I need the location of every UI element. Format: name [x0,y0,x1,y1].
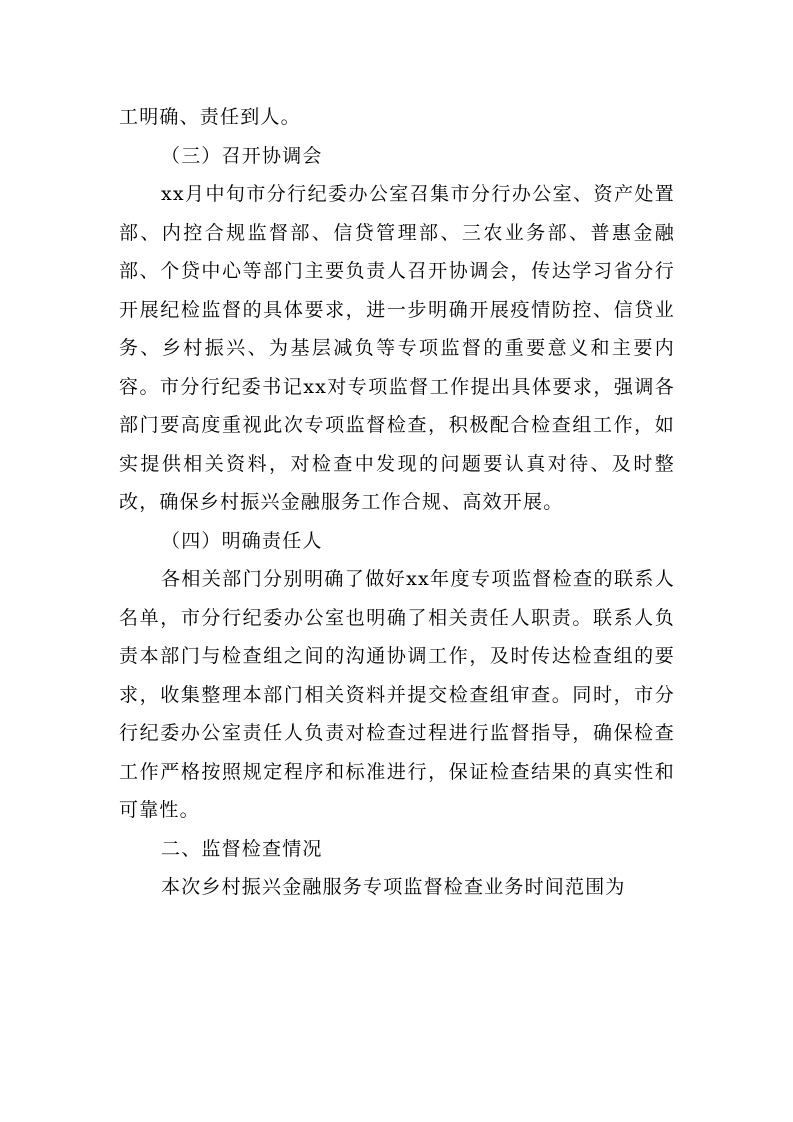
section-heading-coordination-meeting: （三）召开协调会 [161,144,323,167]
section-heading-inspection-status: 二、监督检查情况 [161,837,323,860]
document-body [119,98,675,907]
paragraph-continuation: 工明确、责任到人。 [119,106,301,128]
paragraph-coordination-meeting: xx月中旬市分行纪委办公室召集市分行办公室、资产处置部、内控合规监督部、信贷管理部、三农业务部、普惠金融部、个贷中心等部门主要负责人召开协调会，传达学习省分行开展纪检监督的具体要求，进一步明确开展疫情防控、信贷业务、乡村振兴、为基层减负等专项监督的重要意义和主要内容。市分行纪委书记xx对专项监督工作提出具体要求，强调各部门要高度重视此次专项监督检查，积极配合检查组工作，如实提供相关资料，对检查中发现的问题要认真对待、及时整改，确保乡村振兴金融服务工作合规、高效开展。 [119,183,675,513]
paragraph-responsible-persons: 各相关部门分别明确了做好xx年度专项监督检查的联系人名单，市分行纪委办公室也明确了相关责任人职责。联系人负责本部门与检查组之间的沟通协调工作，及时传达检查组的要求，收集整理本部门相关资料并提交检查组审查。同时，市分行纪委办公室责任人负责对检查过程进行监督指导，确保检查工作严格按照规定程序和标准进行，保证检查结果的真实性和可靠性。 [119,568,675,821]
section-heading-responsible-persons: （四）明确责任人 [161,529,323,552]
paragraph-inspection-status: 本次乡村振兴金融服务专项监督检查业务时间范围为 [161,876,626,898]
